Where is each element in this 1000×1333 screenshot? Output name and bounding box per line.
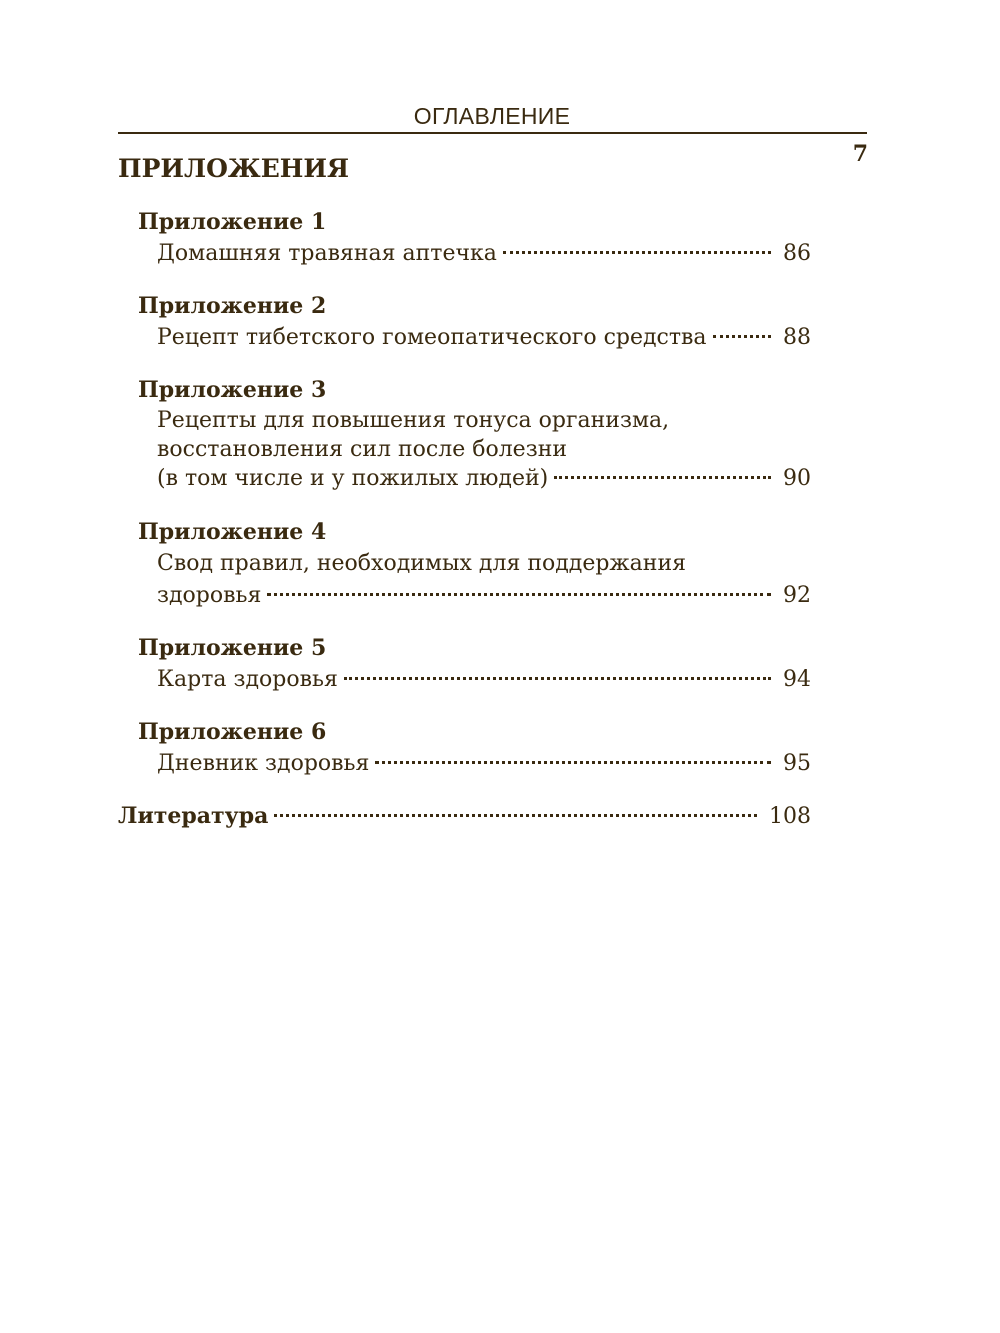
toc-entry-text: (в том числе и у пожилых людей)	[157, 466, 549, 491]
toc-entry-text: Карта здоровья	[157, 667, 338, 692]
toc-entry-line: Рецепты для повышения тонуса организма,	[157, 408, 670, 433]
appendix-6-title: Приложение 6	[138, 719, 327, 745]
toc-entry-line: восстановления сил после болезни	[157, 437, 568, 462]
toc-page-number: 88	[783, 325, 811, 350]
toc-entry-literature[interactable]	[118, 801, 811, 832]
toc-entry-text: Литература	[118, 803, 269, 829]
appendix-1-title: Приложение 1	[138, 209, 327, 235]
toc-entry-appendix-6[interactable]	[157, 749, 811, 779]
toc-entry-appendix-4[interactable]	[157, 581, 811, 611]
dot-leader	[344, 677, 771, 680]
appendix-4-title: Приложение 4	[138, 519, 327, 545]
header-divider	[118, 132, 867, 134]
toc-entry-text: Дневник здоровья	[157, 751, 370, 776]
toc-entry-text: Рецепт тибетского гомеопатического средства	[157, 325, 707, 350]
toc-page-number: 94	[783, 667, 811, 692]
toc-page-number: 95	[783, 751, 811, 776]
section-heading: ПРИЛОЖЕНИЯ	[118, 154, 350, 183]
toc-page-number: 108	[769, 804, 811, 829]
toc-entry-appendix-1[interactable]	[157, 239, 811, 269]
toc-page-number: 86	[783, 241, 811, 266]
dot-leader	[713, 335, 771, 338]
page-number: 7	[852, 141, 868, 167]
toc-page-number: 90	[783, 466, 811, 491]
appendix-5-title: Приложение 5	[138, 635, 327, 661]
dot-leader	[274, 814, 757, 817]
appendix-3-title: Приложение 3	[138, 377, 327, 403]
toc-entry-appendix-3[interactable]	[157, 464, 811, 494]
appendix-2-title: Приложение 2	[138, 293, 327, 319]
dot-leader	[554, 476, 771, 479]
running-header-title: ОГЛАВЛЕНИЕ	[413, 103, 571, 129]
toc-page-number: 92	[783, 583, 811, 608]
toc-entry-appendix-5[interactable]	[157, 665, 811, 695]
toc-entry-line: Свод правил, необходимых для поддержания	[157, 551, 686, 576]
toc-entry-text: Домашняя травяная аптечка	[157, 241, 497, 266]
dot-leader	[267, 593, 771, 596]
dot-leader	[375, 761, 771, 764]
toc-entry-text: здоровья	[157, 583, 262, 608]
toc-entry-appendix-2[interactable]	[157, 323, 811, 353]
dot-leader	[503, 251, 771, 254]
